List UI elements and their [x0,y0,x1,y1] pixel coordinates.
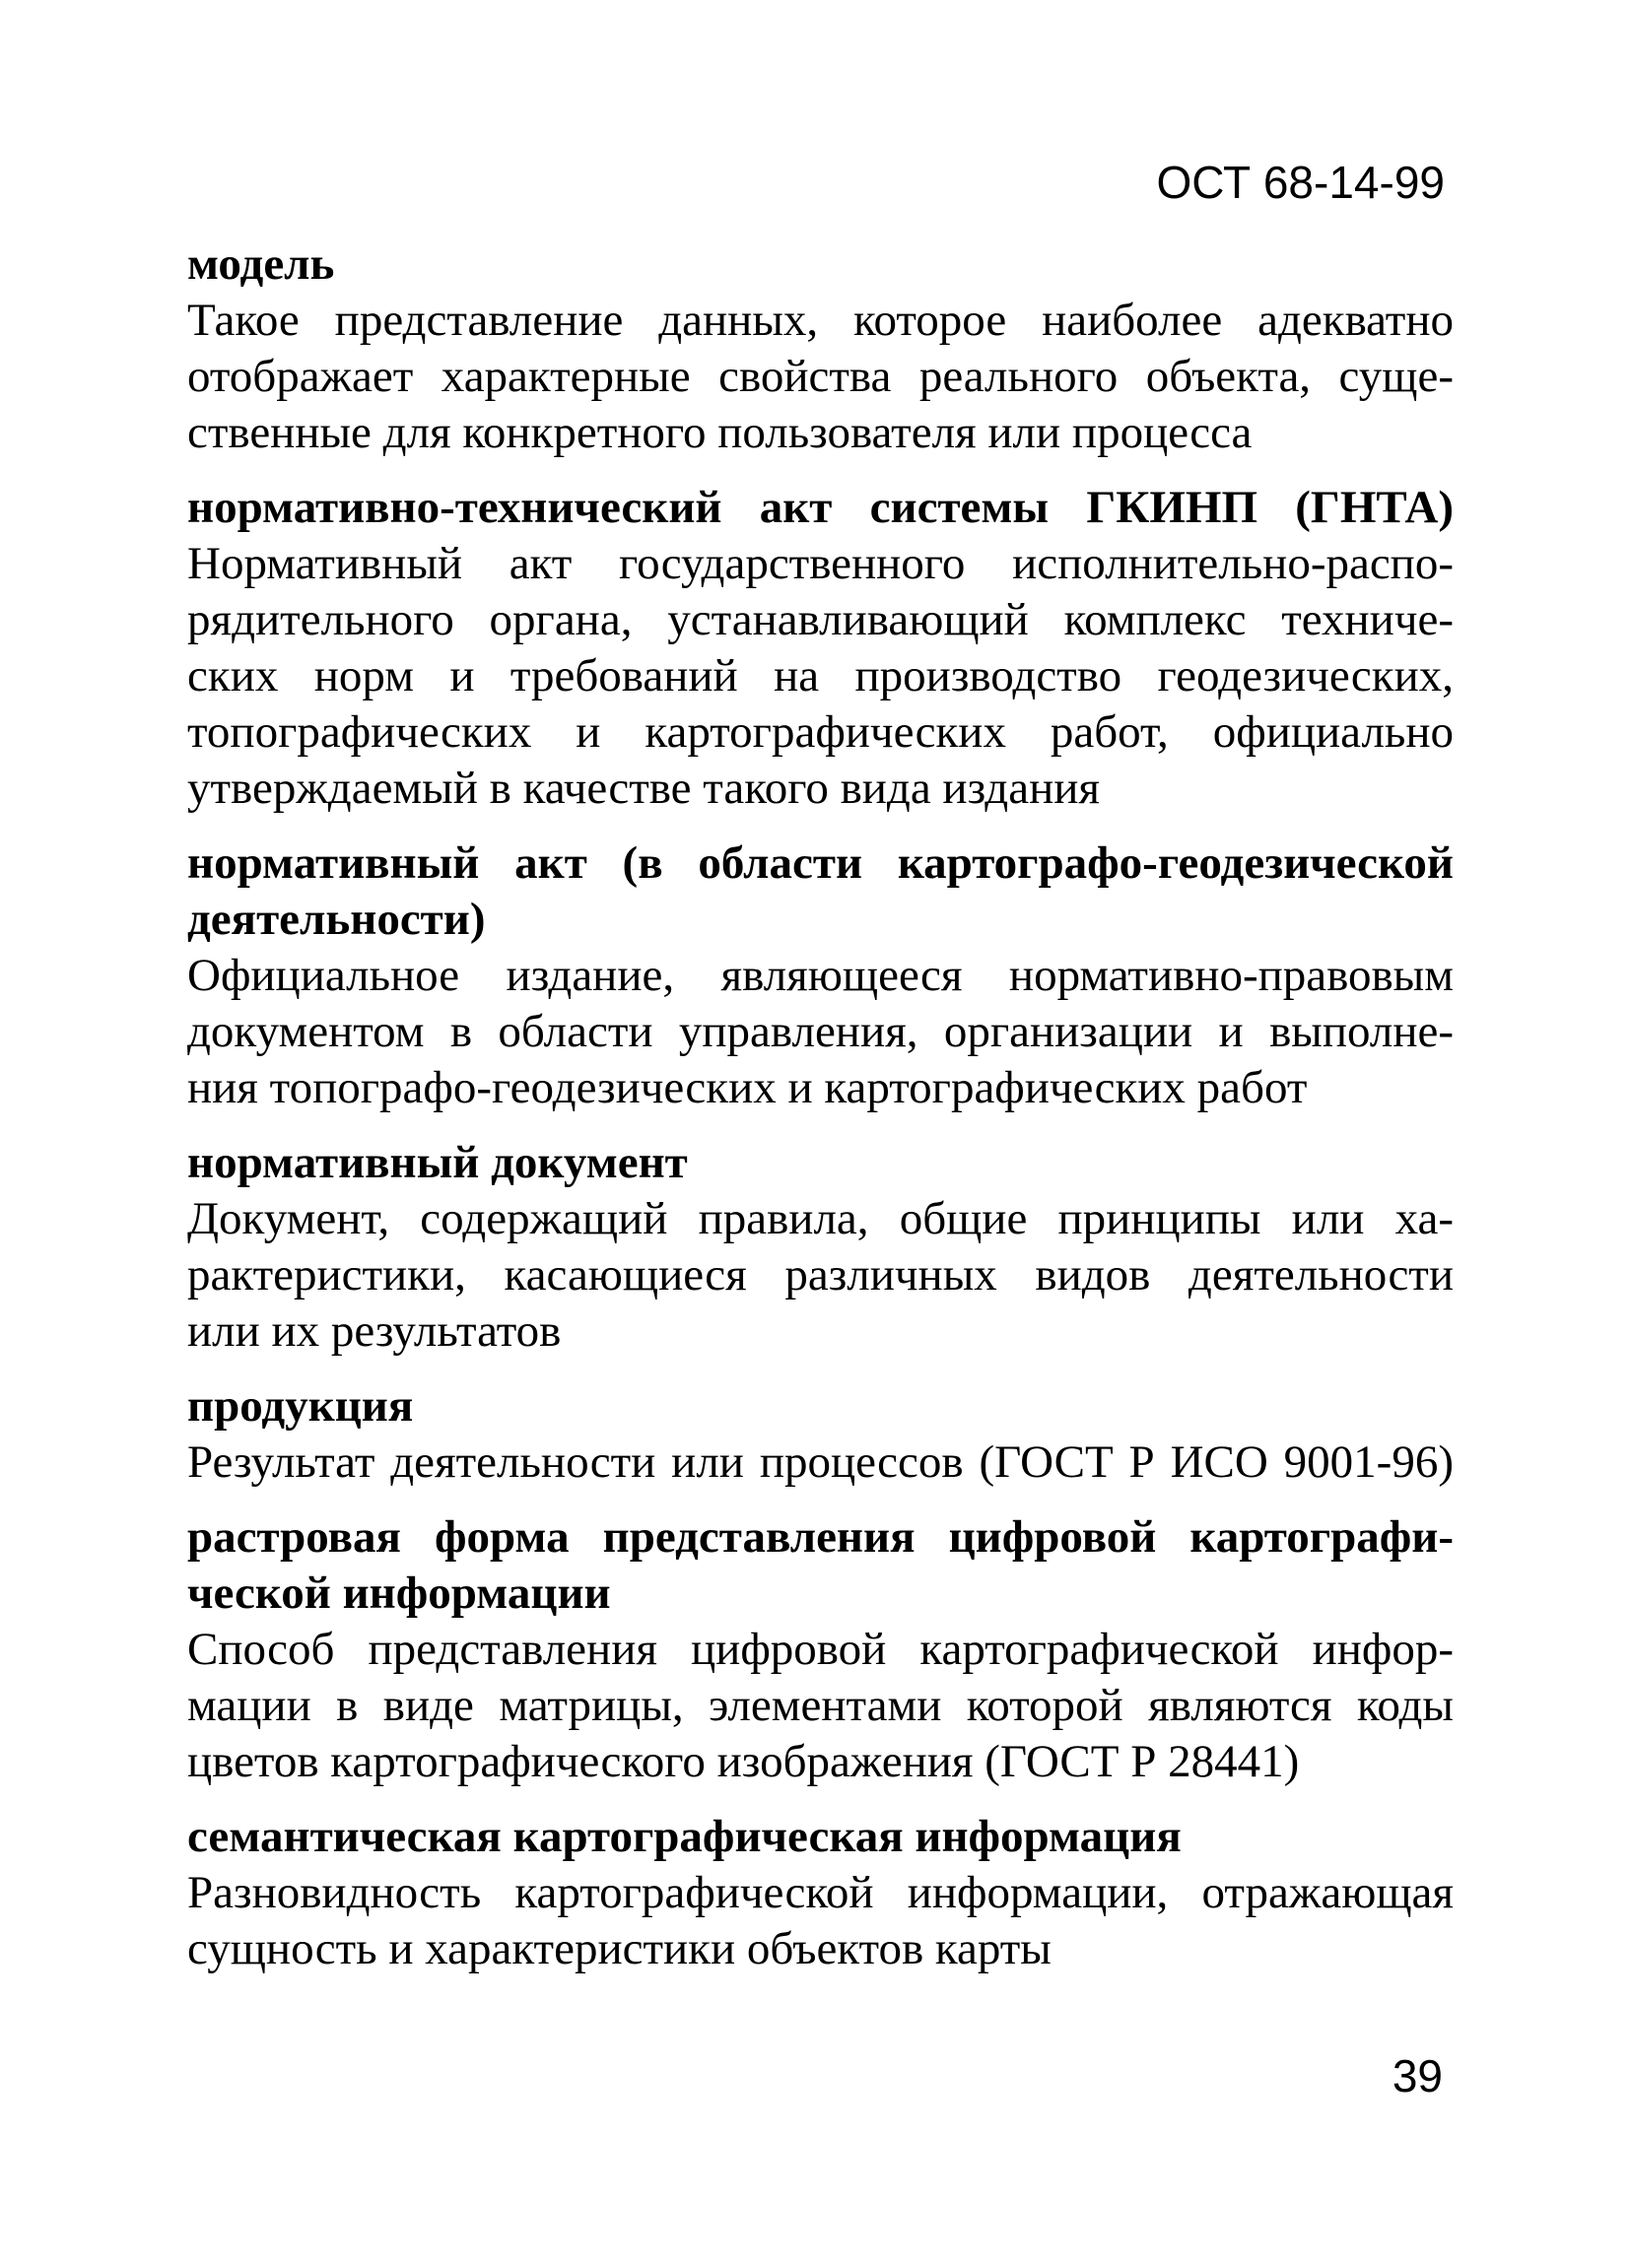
definition-line: Разновидность картографической информации, отражающая [187,1867,1454,1918]
definition-line: ственные для конкретного пользователя или процесса [187,407,1253,458]
document-code-header: ОСТ 68-14-99 [1156,157,1445,208]
definition-line: мации в виде матрицы, элементами которой являются коды [187,1680,1454,1731]
glossary-entry [187,835,1454,1116]
definition-line: Такое представление данных, которое наиболее адекватно [187,295,1454,346]
term: растровая форма представления цифровой картографи- [187,1511,1454,1563]
definition-line: топографических и картографических работ, официально [187,706,1454,758]
definition-line: Документ, содержащий правила, общие принципы или ха- [187,1193,1454,1244]
definition-line: сущность и характеристики объектов карты [187,1923,1052,1974]
definition-line: рядительного органа, устанавливающий комплекс техниче- [187,594,1454,645]
term: деятельности) [187,894,486,945]
glossary-entry [187,236,1454,461]
glossary-entry [187,1378,1454,1491]
glossary-entry [187,1135,1454,1360]
glossary-content [187,236,1454,1996]
term: семантическая картографическая информация [187,1811,1182,1862]
definition-line: отображает характерные свойства реального объекта, суще- [187,351,1454,402]
page-number: 39 [1392,2050,1443,2101]
definition-line: Нормативный акт государственного исполнительно-распо- [187,538,1454,589]
definition-line: утверждаемый в качестве такого вида издания [187,763,1101,814]
definition-line: ния топографо-геодезических и картографических работ [187,1062,1308,1113]
definition-line: цветов картографического изображения (ГОСТ Р 28441) [187,1736,1300,1787]
term: нормативно-технический акт системы ГКИНП (ГНТА) [187,482,1454,533]
term: нормативный акт (в области картографо-геодезической [187,837,1454,889]
definition-line: документом в области управления, организации и выполне- [187,1006,1454,1057]
definition-line: Результат деятельности или процессов (ГОСТ Р ИСО 9001-96) [187,1436,1454,1488]
definition-line: ских норм и требований на производство геодезических, [187,650,1454,701]
term: ческой информации [187,1568,611,1619]
glossary-entry [187,1809,1454,1977]
term: модель [187,238,335,290]
glossary-entry [187,1509,1454,1790]
definition-line: рактеристики, касающиеся различных видов деятельности [187,1249,1454,1301]
definition-line: или их результатов [187,1305,562,1357]
term: продукция [187,1380,414,1432]
glossary-entry [187,480,1454,817]
definition-line: Способ представления цифровой картографической инфор- [187,1624,1454,1675]
definition-line: Официальное издание, являющееся нормативно-правовым [187,950,1454,1001]
term: нормативный документ [187,1137,688,1188]
